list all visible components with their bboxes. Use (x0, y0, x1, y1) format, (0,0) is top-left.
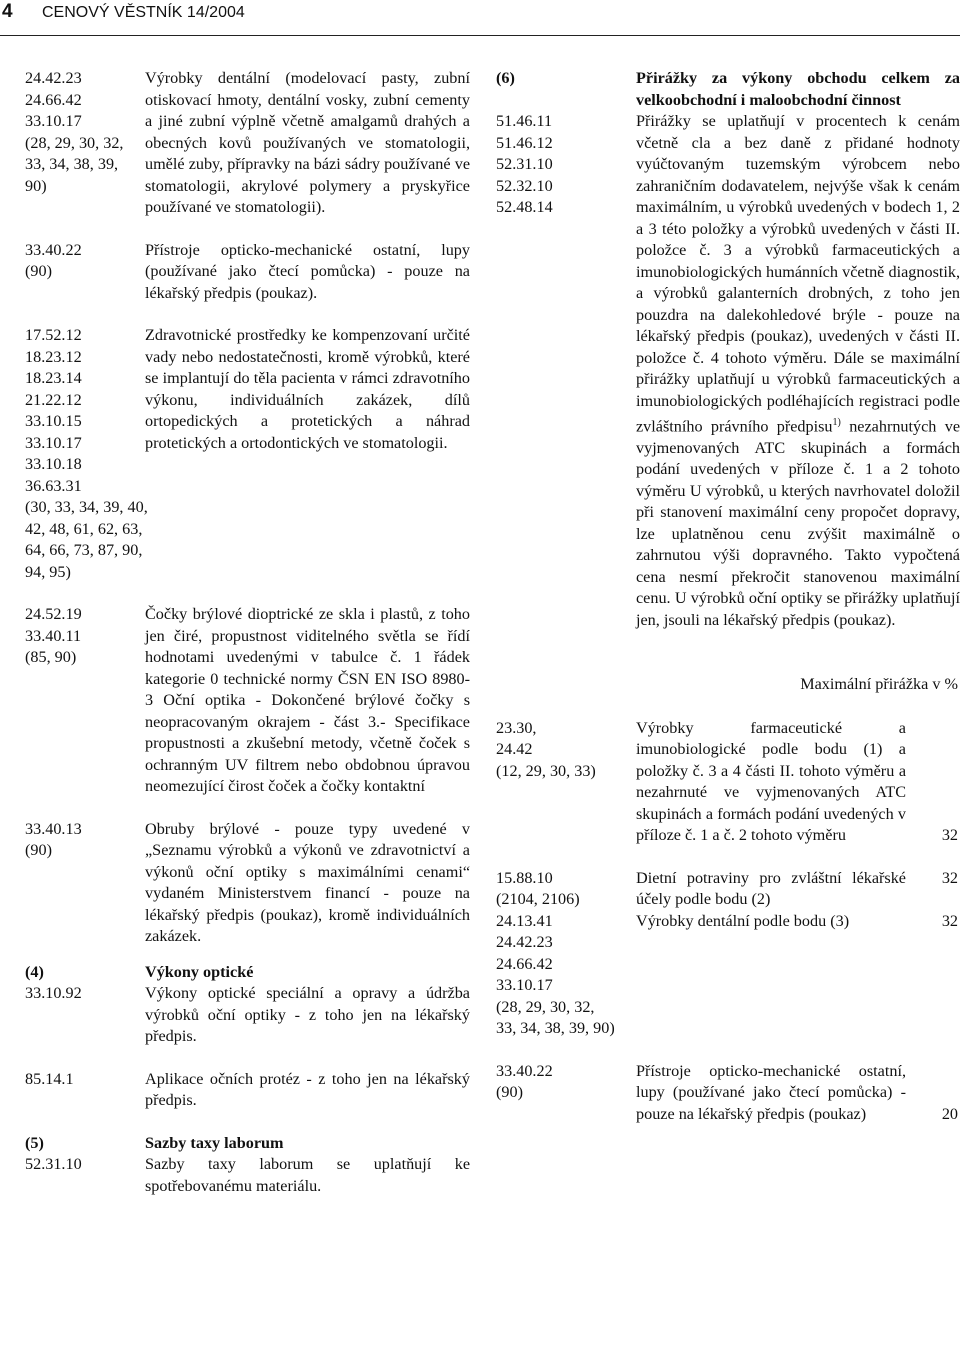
entry-text: Výrobky dentální (modelovací pasty, zubní otiskovací hmoty, dentální vosky, zubní cementy a jiné zubní výplně včetně amalgamů drahých a obecných kovů používaných ve stomatologii, umělé zuby, přípravky na bázi sádry používané ve stomatologii, akrylové polymery a pryskyřice používané ve stomatologii). (145, 69, 470, 216)
footnote-ref: 1) (832, 417, 841, 428)
entry-text: Obruby brýlové - pouze typy uvedené v „Seznamu výrobků a výkonů ve zdravotnictví a výkonů oční optiky s maximálními cenami“ vydaném Ministerstvem financí - pouze na lékařský předpis (poukaz), kromě individuálních zakázek. (145, 819, 470, 945)
code-line: 33.40.13 (25, 819, 82, 838)
journal-title: CENOVÝ VĚSTNÍK 14/2004 (42, 4, 245, 21)
entry-codes (25, 240, 145, 305)
code-line: 33.40.22 (25, 240, 82, 259)
section-markups (496, 68, 960, 631)
code-line: (90) (25, 841, 52, 859)
code-line: 33.10.15 (25, 412, 82, 430)
row-codes (496, 718, 636, 847)
code-line: (28, 29, 30, 32, (496, 997, 595, 1016)
section-number: (5) (25, 1133, 44, 1152)
row-value: 20 (941, 1104, 958, 1123)
code-line: 51.46.12 (496, 133, 553, 152)
row-text: Dietní potraviny pro zvláštní lékařské účely podle bodu (2) (636, 868, 906, 909)
entry-code: 52.31.10 (25, 1155, 82, 1173)
code-line: 24.13.41 (496, 911, 553, 930)
row-codes (496, 868, 636, 911)
entry-codes (25, 325, 145, 497)
code-line: 24.42.23 (25, 69, 82, 87)
left-column (25, 68, 470, 1197)
entry-text: Zdravotnické prostředky ke kompenzovaní určité vady nebo nedostatečnosti, kromě výrobků, které se implantují do těla pacienta v rámci zdravotního výkonu, individuálních zakázek, dílů ortopedických a protetických a náhrad protetických a ortodontických ve stomatologii. (145, 326, 470, 452)
row-value: 32 (941, 826, 958, 845)
code-line: 33.40.11 (25, 626, 82, 645)
section-body (636, 68, 960, 631)
section-text-part: nezahrnutých ve vyjmenovaných ATC skupinách a formách podání uvedených v příloze č. 1 a 2 tohoto výměru U výrobků, u kterých navrhovatel doložil při stanovení maximální ceny propočet dopravy, lze uplatněnou cenu zvýšit maximálně o zahrnutou výši dopravného. Takto vypočtená cena nesmí překročit stanovenou maximální cenu. U výrobků oční optiky se přirážky uplatňují jen, jsouli na lékařský předpis (poukaz). (636, 417, 960, 629)
entry-optical-instruments (25, 240, 470, 305)
row-codes (496, 911, 636, 1040)
code-line: 33.10.18 (25, 455, 82, 473)
code-line: 18.23.14 (25, 369, 82, 387)
code-line: (90) (25, 262, 52, 280)
code-line: 24.42.23 (496, 933, 553, 952)
row-value: 32 (941, 911, 958, 930)
section-number: (6) (496, 69, 515, 87)
row-text: Výrobky farmaceutické a imunobiologické podle bodu (1) a položky č. 3 a 4 části II. tohoto výměru a nezahrnuté ve vyjmenovaných ATC skupinách a formách podání uvedených v příloze č. 1 a č. 2 tohoto výměru (636, 718, 906, 845)
entry-taxa-laborum (25, 1154, 470, 1197)
section-heading-4 (25, 962, 470, 984)
code-line: 18.23.12 (25, 347, 82, 366)
code-line: 21.22.12 (25, 390, 82, 409)
row-dental (496, 911, 960, 1040)
entry-codes (25, 68, 145, 219)
section-title: Výkony optické (145, 962, 254, 981)
code-line: 52.31.10 (496, 155, 553, 173)
entry-text: Aplikace očních protéz - z toho jen na lékařský předpis. (145, 1069, 470, 1109)
section-codes (496, 68, 636, 631)
entry-eye-prostheses (25, 1069, 470, 1112)
entry-frames (25, 819, 470, 948)
code-line: 24.66.42 (25, 90, 82, 109)
entry-text: Čočky brýlové dioptrické ze skla i plastů, z toho jen čiré, propustnost viditelného světla se řídí hodnotami uvedenými v tabulce č. 1 řádek kategorie 0 technické normy ČSN EN ISO 8980-3 Oční optika - Dokončené brýlové čočky s neopracovaným okrajem - část 3.- Specifikace propustnosti a zkušební metody, včetně čoček s ochranným UV filtrem nebo obdobnou úpravou neomezující čirost čoček a čočky kontaktní (145, 605, 470, 795)
page-number: 4 (2, 1, 13, 22)
entry-lenses (25, 604, 470, 798)
section-title: Přirážky za výkony obchodu celkem za velkoobchodní i maloobchodní činnost (636, 69, 960, 109)
code-line: 24.66.42 (496, 954, 553, 973)
max-markup-label: Maximální přirážka v % (800, 675, 958, 694)
section-text-part: Přirážky se uplatňují v procentech k cenám včetně cla a bez daně z přidané hodnoty vyúčtovaným tuzemským výrobcem nebo zahraničním dodavatelem, nejvýše však k cenám maximálním, u výrobků uvedených v bodech 1, 2 a 3 této položky a výrobků uvedených v části II. položce č. 3 a výrobků farmaceutických a imunobiologických humánních včetně diagnostik, a výrobků galanterních drobných, z toho jen pouzdra na dalekohledové brýle - pouze na lékařský předpis (poukaz), uvedených v části II. položce č. 4 tohoto výměru. Dále se maximální přirážky uplatňují u výrobků farmaceutických a imunobiologických podléhajících registraci podle zvláštního právního předpisu (636, 112, 960, 436)
code-line: 33.40.22 (496, 1061, 553, 1080)
entry-optical-services (25, 983, 470, 1048)
right-column (496, 68, 960, 1125)
row-value: 32 (941, 868, 958, 887)
entry-code: 33.10.92 (25, 984, 82, 1002)
code-line: (90) (496, 1083, 523, 1102)
section-heading-5 (25, 1133, 470, 1155)
row-codes (496, 1061, 636, 1126)
code-line: 33.10.17 (25, 433, 82, 452)
page-header (0, 0, 960, 28)
code-line: 51.46.11 (496, 112, 553, 130)
entry-dental-products (25, 68, 470, 219)
code-line: 33, 34, 38, 39, 90) (496, 1019, 615, 1038)
code-line: 33.10.17 (25, 112, 82, 130)
code-line: 17.52.12 (25, 326, 82, 344)
entry-text: Výkony optické speciální a opravy a údržba výrobků oční optiky - z toho jen na lékařský předpis. (145, 984, 470, 1045)
code-line: 52.32.10 (496, 176, 553, 195)
code-line: 15.88.10 (496, 868, 553, 887)
entry-codes (25, 819, 145, 948)
row-pharma (496, 718, 960, 847)
row-optical-instruments (496, 1061, 960, 1126)
code-line: 33.10.17 (496, 976, 553, 995)
row-text: Výrobky dentální podle bodu (3) (636, 911, 850, 930)
code-line: 36.63.31 (25, 476, 82, 495)
entry-text: Sazby taxy laborum se uplatňují ke spotřebovanému materiálu. (145, 1155, 470, 1195)
row-diet (496, 868, 960, 911)
header-rule (0, 35, 960, 36)
code-line: 24.52.19 (25, 605, 82, 623)
entry-extra-codes: (30, 33, 34, 39, 40, 42, 48, 61, 62, 63, 64, 66, 73, 87, 90, 94, 95) (25, 498, 148, 581)
code-line: 90) (25, 176, 47, 195)
code-line: 23.30, (496, 718, 537, 737)
code-line: (28, 29, 30, 32, (25, 133, 124, 152)
code-line: 33, 34, 38, 39, (25, 155, 119, 173)
entry-codes (25, 604, 145, 798)
row-text: Přístroje opticko-mechanické ostatní, lupy (používané jako čtecí pomůcka) - pouze na lékařský předpis (poukaz) (636, 1061, 906, 1123)
entry-text: Přístroje opticko-mechanické ostatní, lupy (používané jako čtecí pomůcka) - pouze na lékařský předpis (poukaz). (145, 240, 470, 302)
code-line: 24.42 (496, 740, 533, 759)
section-number: (4) (25, 962, 44, 981)
section-text (636, 111, 960, 631)
rows-diet-dental (496, 868, 960, 1040)
entry-code: 85.14.1 (25, 1069, 74, 1088)
code-line: (2104, 2106) (496, 890, 580, 909)
section-title: Sazby taxy laborum (145, 1133, 284, 1152)
entry-medical-devices (25, 325, 470, 583)
code-line: 52.48.14 (496, 198, 553, 216)
code-line: (12, 29, 30, 33) (496, 761, 596, 780)
code-line: (85, 90) (25, 648, 77, 666)
